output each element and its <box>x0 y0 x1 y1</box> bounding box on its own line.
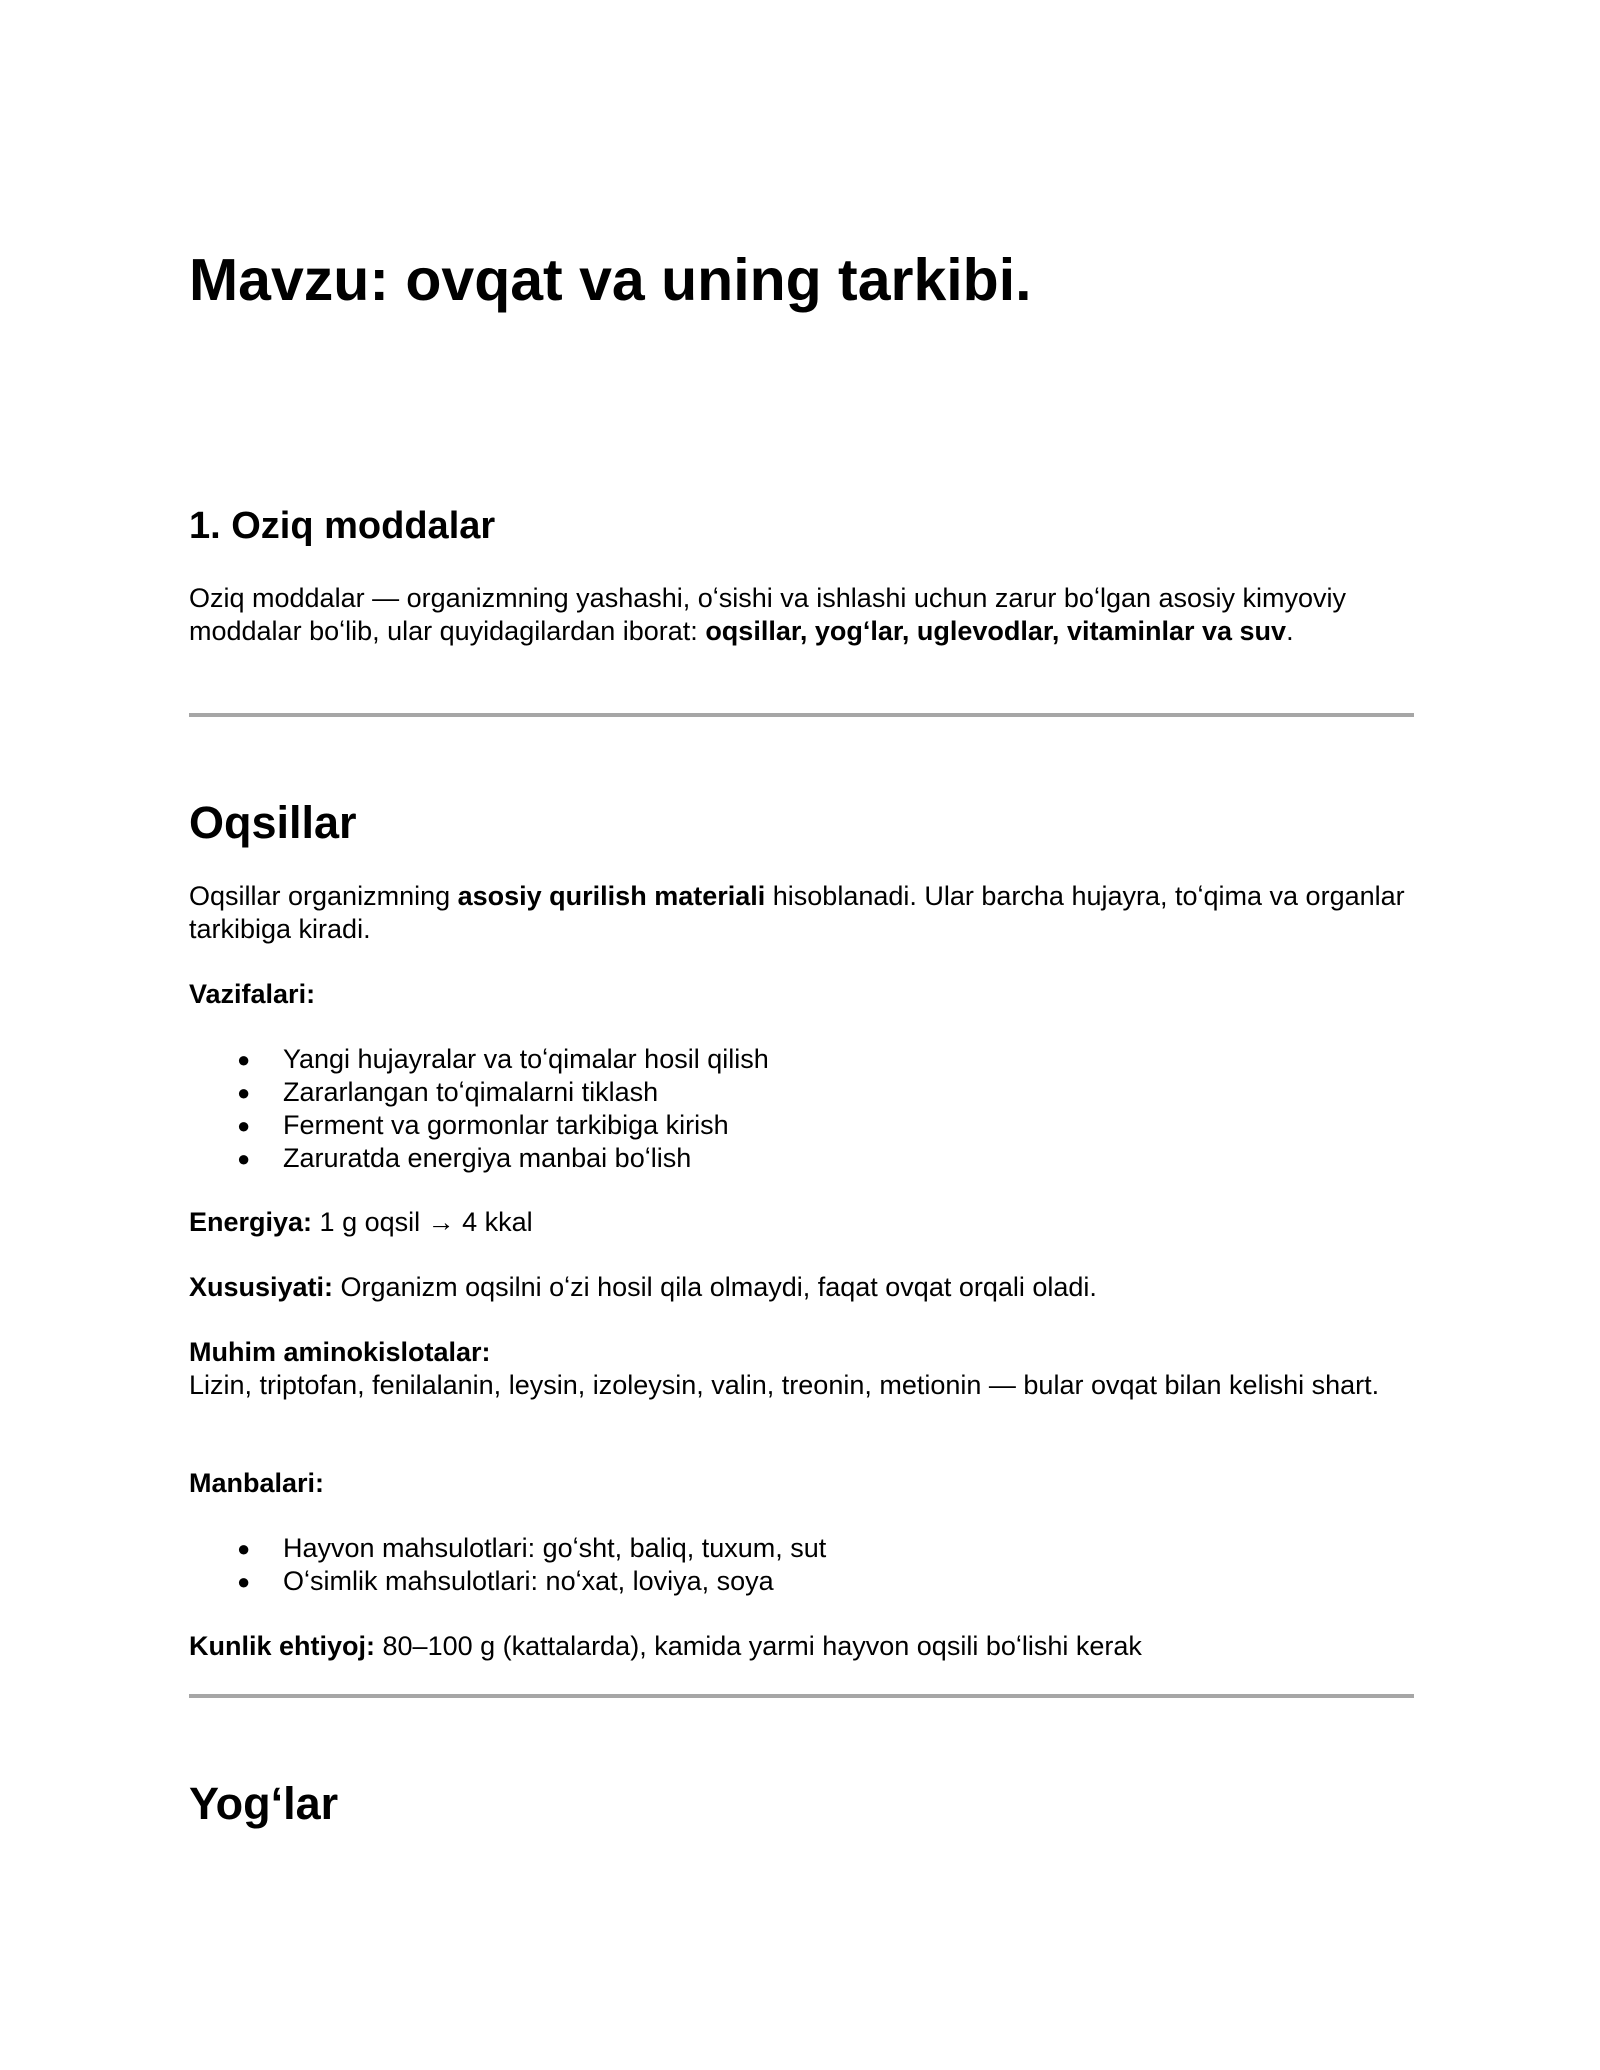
list-item <box>189 1565 1414 1598</box>
daily-need-paragraph <box>189 1630 1414 1663</box>
paragraph-text: Lizin, triptofan, fenilalanin, leysin, izoleysin, valin, treonin, metionin — bular ovqat bilan kelishi shart. <box>189 1370 1380 1400</box>
list-item <box>189 1109 1414 1142</box>
energy-paragraph <box>189 1206 1414 1239</box>
list-item <box>189 1142 1414 1175</box>
paragraph-bold-text: asosiy qurilish materiali <box>457 881 766 911</box>
paragraph-text: 1 g oqsil → 4 kkal <box>312 1207 533 1237</box>
paragraph-text: hisoblanadi. Ular barcha hujayra, toʻqima va organlar tarkibiga kiradi. <box>189 881 1405 944</box>
label-bold-text: Muhim aminokislotalar: <box>189 1337 491 1367</box>
list-item-text: Yangi hujayralar va toʻqimalar hosil qilish <box>283 1044 769 1074</box>
document-title: Mavzu: ovqat va uning tarkibi. <box>189 247 1032 313</box>
horizontal-rule <box>189 713 1414 717</box>
oqsillar-intro-paragraph <box>189 880 1414 946</box>
oziq-moddalar-paragraph <box>189 582 1414 648</box>
paragraph-bold-text: oqsillar, yogʻlar, uglevodlar, vitaminlar va suv <box>705 616 1287 646</box>
horizontal-rule <box>189 1694 1414 1698</box>
list-item <box>189 1043 1414 1076</box>
functions-list <box>189 1043 1414 1175</box>
list-item-text: Ferment va gormonlar tarkibiga kirish <box>283 1110 729 1140</box>
feature-paragraph <box>189 1271 1414 1304</box>
sources-label <box>189 1467 1414 1500</box>
functions-label <box>189 978 1414 1011</box>
paragraph-text: 80–100 g (kattalarda), kamida yarmi hayvon oqsili boʻlishi kerak <box>375 1631 1142 1661</box>
label-bold-text: Kunlik ehtiyoj: <box>189 1631 376 1661</box>
paragraph-text: Oqsillar organizmning <box>189 881 458 911</box>
list-item <box>189 1532 1414 1565</box>
bullet-icon: ● <box>237 1047 251 1072</box>
list-item <box>189 1076 1414 1109</box>
bullet-icon: ● <box>237 1080 251 1105</box>
bullet-icon: ● <box>237 1536 251 1561</box>
section-heading-yoglar: Yogʻlar <box>189 1778 339 1829</box>
label-bold-text: Energiya: <box>189 1207 313 1237</box>
label-bold-text: Manbalari: <box>189 1468 325 1498</box>
label-bold-text: Vazifalari: <box>189 979 316 1009</box>
section-heading-oqsillar: Oqsillar <box>189 797 357 848</box>
section-heading-oziq-moddalar: 1. Oziq moddalar <box>189 505 496 547</box>
label-bold-text: Xususiyati: <box>189 1272 334 1302</box>
list-item-text: Hayvon mahsulotlari: goʻsht, baliq, tuxum, sut <box>283 1533 827 1563</box>
list-item-text: Zaruratda energiya manbai boʻlish <box>283 1143 692 1173</box>
paragraph-text: . <box>1286 616 1294 646</box>
amino-acids-paragraph <box>189 1336 1414 1402</box>
sources-list <box>189 1532 1414 1598</box>
bullet-icon: ● <box>237 1146 251 1171</box>
bullet-icon: ● <box>237 1569 251 1594</box>
bullet-icon: ● <box>237 1113 251 1138</box>
paragraph-text: Oziq moddalar — organizmning yashashi, oʻsishi va ishlashi uchun zarur boʻlgan asosiy kimyoviy moddalar boʻlib, ular quyidagilardan iborat: <box>189 583 1347 646</box>
paragraph-text: Organizm oqsilni oʻzi hosil qila olmaydi, faqat ovqat orqali oladi. <box>333 1272 1097 1302</box>
list-item-text: Oʻsimlik mahsulotlari: noʻxat, loviya, soya <box>283 1566 774 1596</box>
list-item-text: Zararlangan toʻqimalarni tiklash <box>283 1077 659 1107</box>
